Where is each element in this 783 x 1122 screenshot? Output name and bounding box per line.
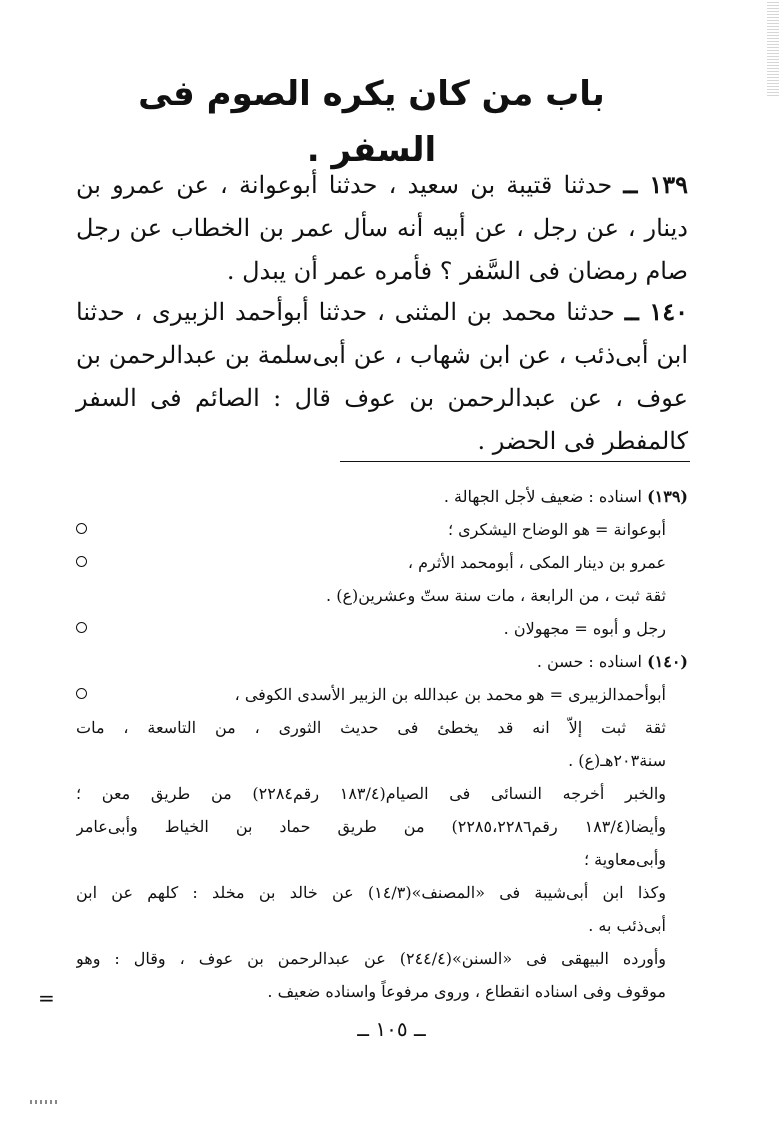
hadith-139 [76, 163, 688, 293]
scan-specks [30, 1100, 58, 1104]
note-ref: (١٣٩) [647, 487, 688, 506]
note-continuation: ثقة ثبت ، من الرابعة ، مات سنة ستّ وعشرين(ع) . [326, 586, 666, 605]
note-line: وأورده البيهقى فى «السنن»(٢٤٤/٤) عن عبدالرحمن بن عوف ، وقال : وهو [76, 949, 667, 968]
note-text: أبوعوانة = هو الوضاح اليشكرى ؛ [447, 520, 666, 539]
circle-bullet-icon [76, 556, 87, 567]
scan-edge-noise [767, 0, 779, 96]
margin-mark: = [38, 986, 55, 1010]
page-number: ــ ١٠٥ ــ [357, 1017, 426, 1041]
hadith-text: حدثنا محمد بن المثنى ، حدثنا أبوأحمد الزبيرى ، حدثنا ابن أبى‌ذئب ، عن ابن شهاب ، عن أبى‌سلمة بن عبدالرحمن بن عوف ، عن عبدالرحمن بن عوف قال : الصائم فى السفر كالمفطر فى الحضر . [76, 298, 688, 455]
note-139-heading [76, 480, 688, 513]
note-text: رجل و أبوه = مجهولان . [503, 619, 666, 638]
note-text: أبوأحمدالزبيرى = هو محمد بن عبدالله بن الزبير الأسدى الكوفى ، [234, 685, 666, 704]
footnotes [76, 480, 688, 1008]
note-line: والخبر أخرجه النسائى فى الصيام(١٨٣/٤ رقم٢٢٨٤) من طريق معن ؛ [76, 784, 667, 803]
note-line: أبى‌ذئب به . [588, 916, 666, 935]
hadith-140 [76, 290, 688, 463]
circle-bullet-icon [76, 622, 87, 633]
note-text: اسناده : حسن . [536, 652, 642, 671]
note-line: وكذا ابن أبى‌شيبة فى «المصنف»(١٤/٣) عن خالد بن مخلد : كلهم عن ابن [76, 883, 666, 902]
note-bullet [76, 546, 688, 579]
note-bullet [76, 678, 688, 711]
chapter-title: باب من كان يكره الصوم فى السفر . [138, 74, 605, 170]
note-text: عمرو بن دينار المكى ، أبومحمد الأثرم ، [407, 553, 666, 572]
footnote-divider [340, 461, 690, 462]
note-line: وأيضا(١٨٣/٤ رقم٢٢٨٥،٢٢٨٦) من طريق حماد بن الخياط وأبى‌عامر [76, 817, 666, 836]
circle-bullet-icon [76, 523, 87, 534]
hadith-text: حدثنا قتيبة بن سعيد ، حدثنا أبوعوانة ، عن عمرو بن دينار ، عن رجل ، عن أبيه أنه سأل عمر بن الخطاب عن رجل صام رمضان فى السَّفر ؟ فأمره عمر أن يبدل . [76, 171, 688, 285]
note-140-heading [76, 645, 688, 678]
hadith-number: ١٤٠ ــ [624, 297, 688, 326]
note-ref: (١٤٠) [647, 652, 688, 671]
note-line: موقوف وفى اسناده انقطاع ، وروى مرفوعاً واسناده ضعيف . [267, 982, 666, 1001]
note-bullet [76, 612, 688, 645]
circle-bullet-icon [76, 688, 87, 699]
hadith-number: ١٣٩ ــ [623, 170, 689, 199]
note-line: وأبى‌معاوية ؛ [583, 850, 666, 869]
note-continuation: ثقة ثبت إلاّ انه قد يخطئ فى حديث الثورى ، من التاسعة ، مات [76, 718, 667, 737]
note-continuation: سنة٢٠٣هـ(ع) . [568, 751, 666, 770]
note-bullet [76, 513, 688, 546]
note-text: اسناده : ضعيف لأجل الجهالة . [443, 487, 642, 506]
